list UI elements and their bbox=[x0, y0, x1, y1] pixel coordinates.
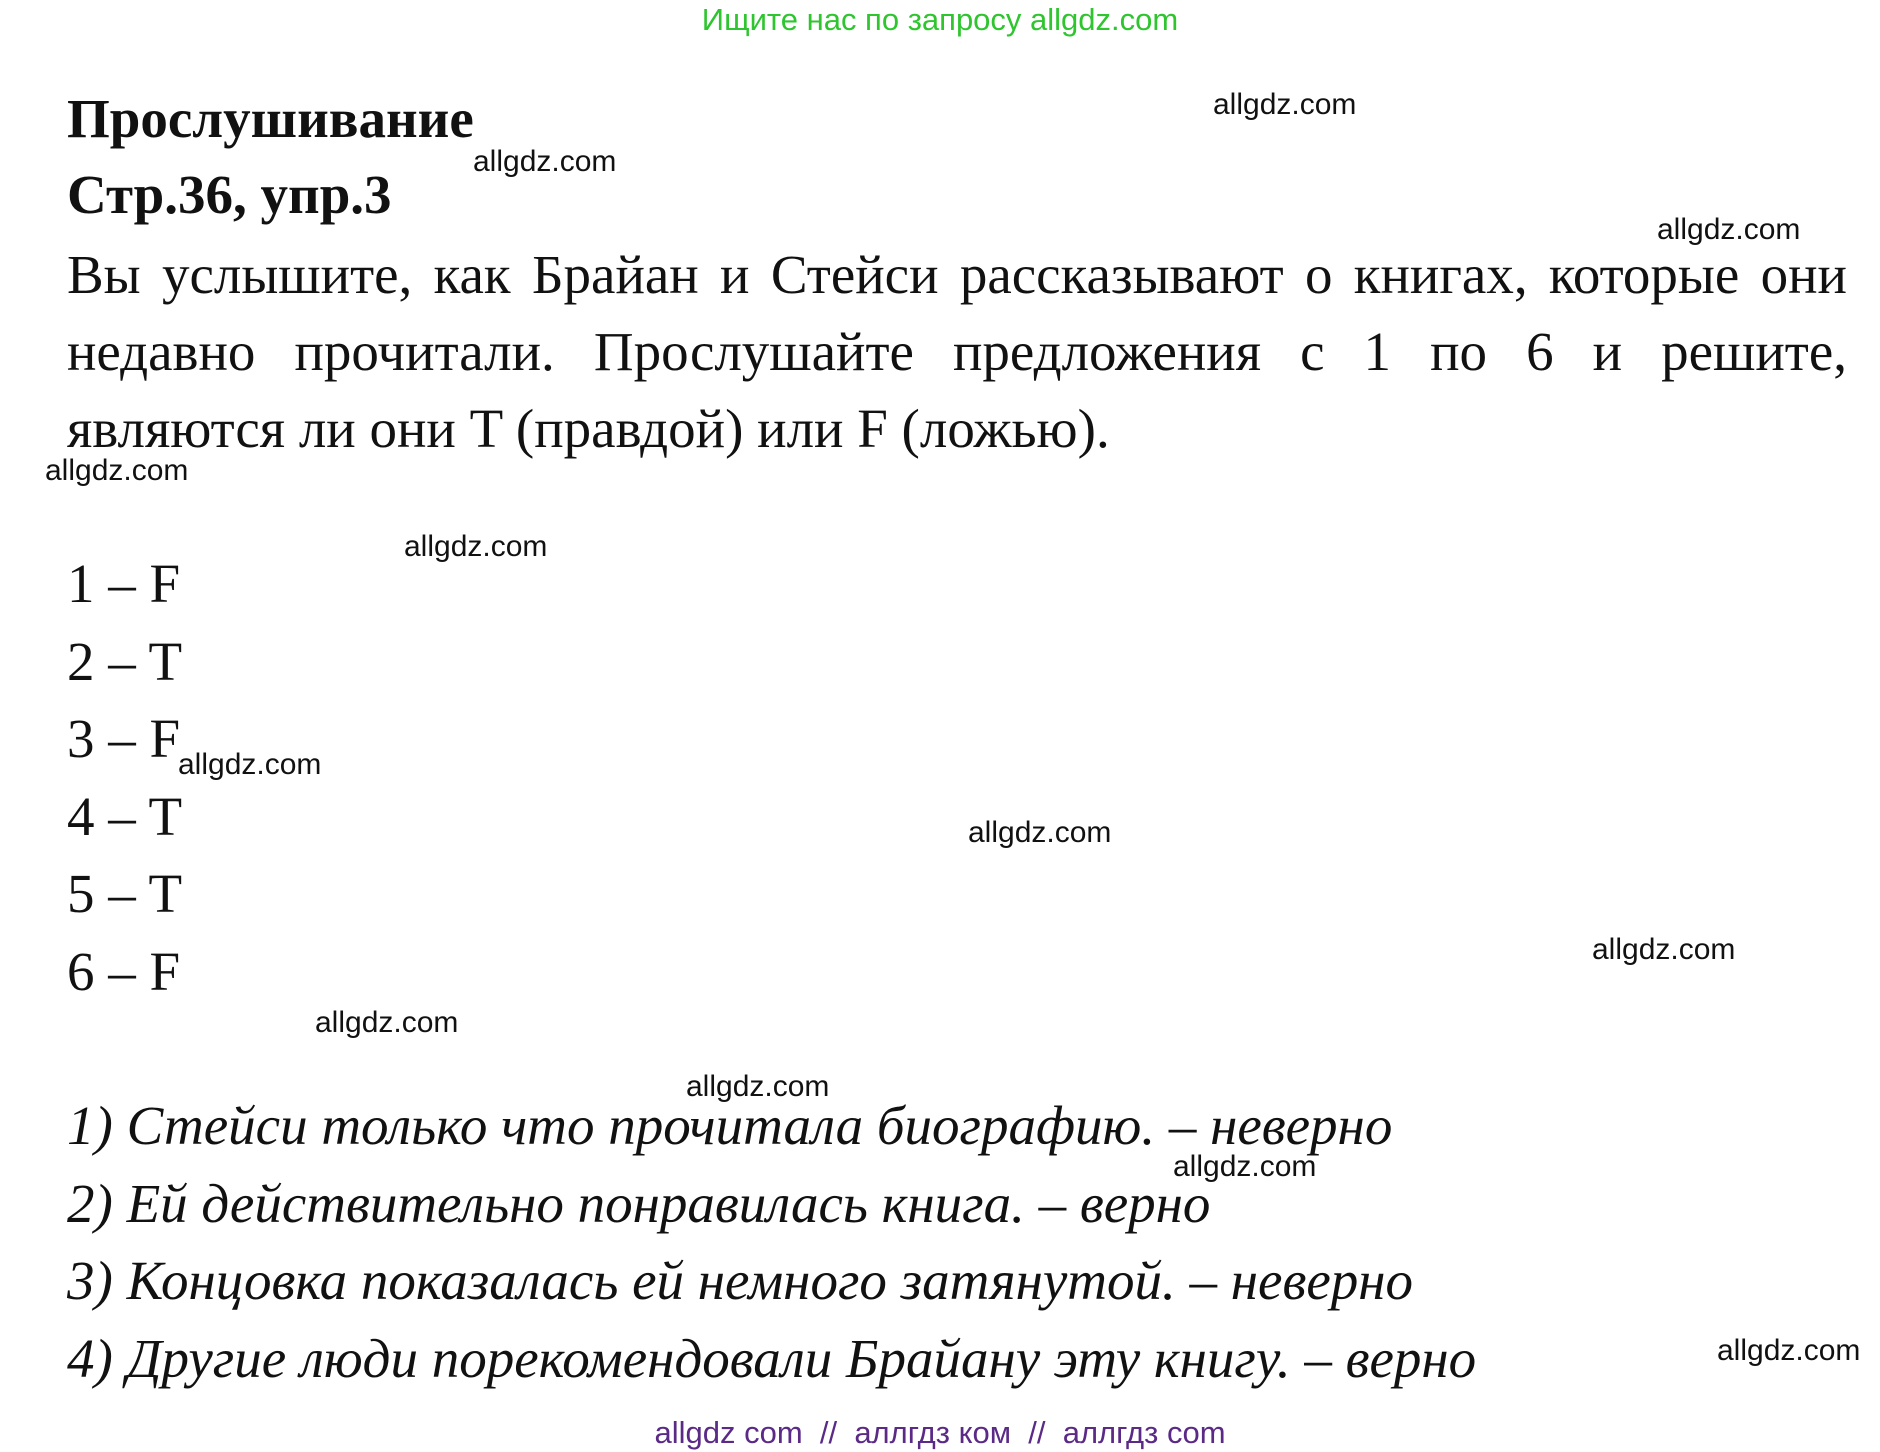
watermark: allgdz.com bbox=[45, 454, 189, 487]
answer-item: 1 – F bbox=[67, 553, 181, 614]
watermark: allgdz.com bbox=[1173, 1150, 1317, 1183]
watermark: allgdz.com bbox=[968, 816, 1112, 849]
watermark: allgdz.com bbox=[1213, 88, 1357, 121]
page-title: Прослушивание bbox=[67, 88, 474, 149]
watermark: allgdz.com bbox=[686, 1070, 830, 1103]
watermark: allgdz.com bbox=[1657, 213, 1801, 246]
watermark: allgdz.com bbox=[404, 530, 548, 563]
statement-item: 1) Стейси только что прочитала биографию. – неверно bbox=[67, 1095, 1393, 1156]
answer-item: 2 – T bbox=[67, 630, 183, 692]
watermark: allgdz.com bbox=[1717, 1334, 1861, 1367]
task-instruction: Вы услышите, как Брайан и Стейси рассказывают о книгах, которые они недавно прочитали. Прослушайте предложения с 1 по 6 и решите, являются ли они T (правдой) или F (ложью). bbox=[67, 244, 1847, 459]
top-banner: Ищите нас по запросу allgdz.com bbox=[701, 2, 1179, 37]
answer-item: 5 – T bbox=[67, 863, 183, 924]
statement-item: 2) Ей действительно понравилась книга. – верно bbox=[67, 1172, 1211, 1234]
answer-list bbox=[67, 545, 182, 1010]
answer-item: 6 – F bbox=[67, 940, 181, 1002]
answer-item: 3 – F bbox=[67, 708, 181, 769]
statement-item: 3) Концовка показалась ей немного затянутой. – неверно bbox=[67, 1250, 1414, 1311]
translated-statements bbox=[67, 1087, 1476, 1397]
statement-item: 4) Другие люди порекомендовали Брайану эту книгу. – верно bbox=[67, 1327, 1477, 1389]
footer-links: allgdz com // аллгдз ком // аллгдз com bbox=[654, 1415, 1226, 1450]
watermark: allgdz.com bbox=[178, 748, 322, 781]
answer-item: 4 – T bbox=[67, 785, 183, 847]
watermark: allgdz.com bbox=[315, 1006, 459, 1039]
exercise-reference: Стр.36, упр.3 bbox=[67, 164, 392, 225]
watermark: allgdz.com bbox=[1592, 933, 1736, 966]
watermark: allgdz.com bbox=[473, 145, 617, 178]
